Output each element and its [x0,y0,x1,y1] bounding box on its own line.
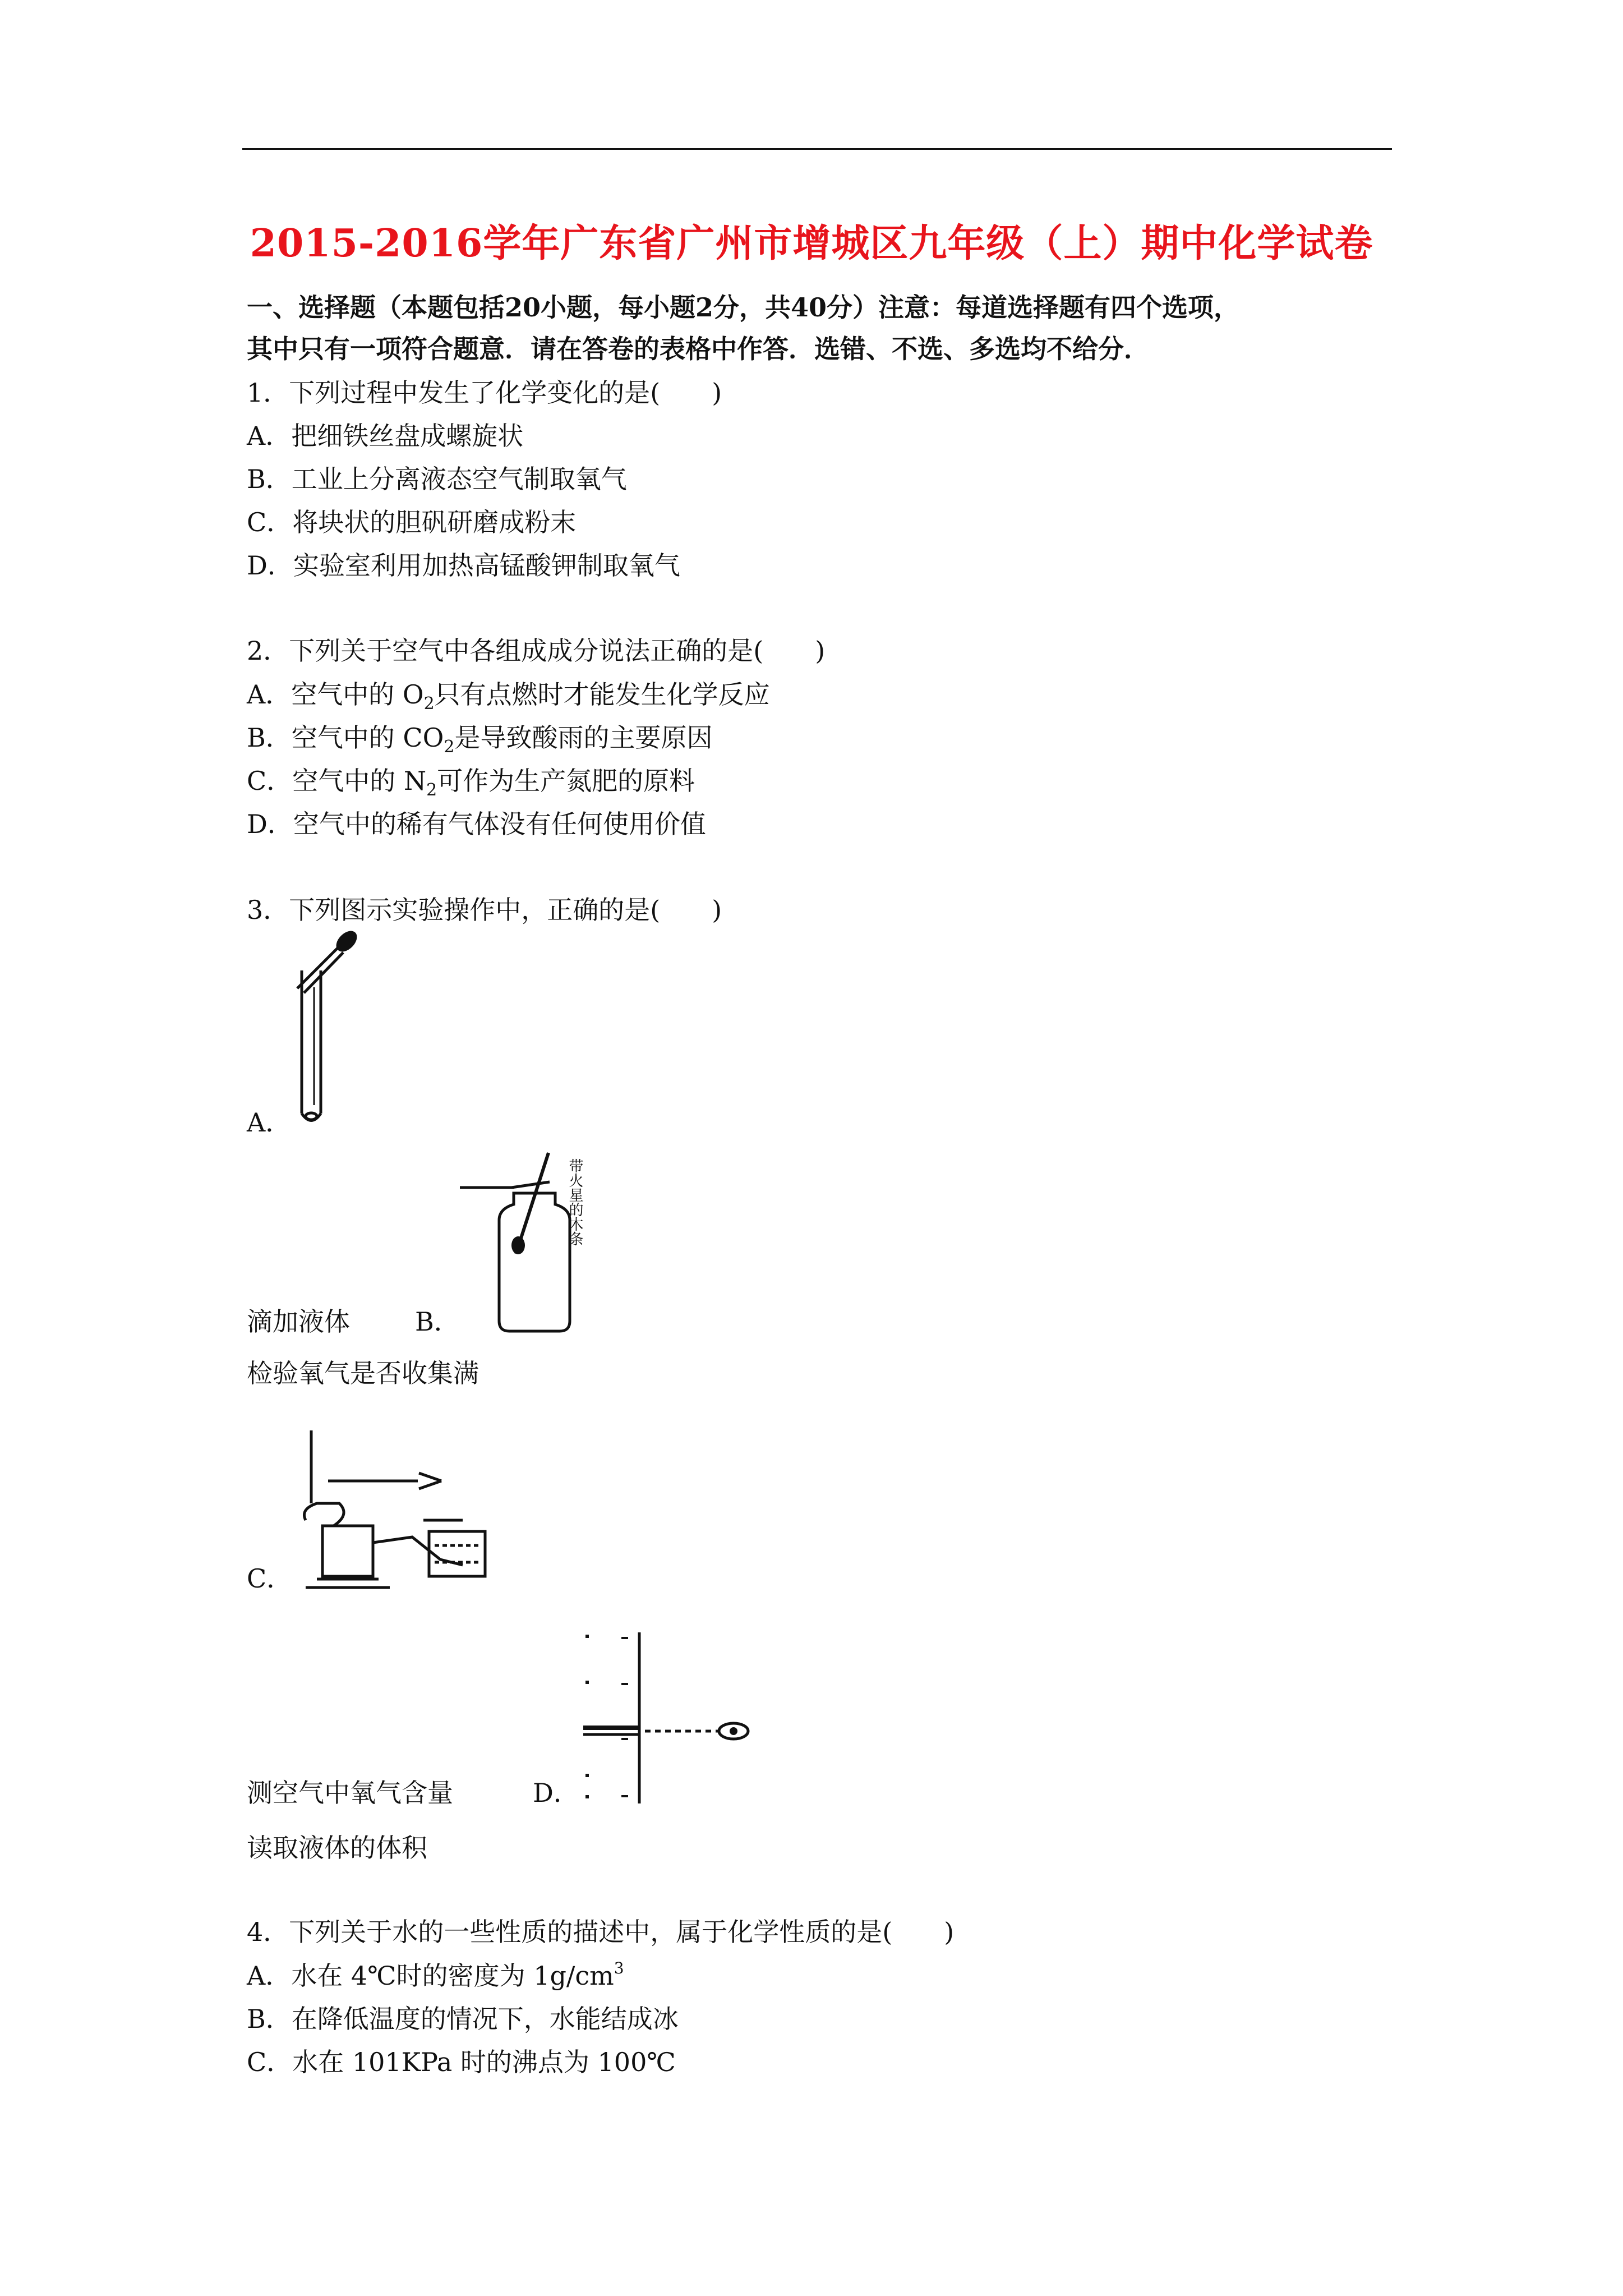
section-instructions-line1: 一、选择题（本题包括20小题，每小题2分，共40分）注意：每道选择题有四个选项， [247,292,1240,323]
q1-option-d: D．实验室利用加热高锰酸钾制取氧气 [247,550,680,581]
q3-option-d-label: D． [533,1778,579,1808]
section-instructions-line2: 其中只有一项符合题意．请在答卷的表格中作答．选错、不选、多选均不给分． [247,334,1150,364]
figure-gas-jar-splint [460,1153,606,1332]
q3-option-d-caption: 读取液体的体积 [247,1833,427,1863]
q1-option-a: A．把细铁丝盘成螺旋状 [247,421,524,451]
q3-option-c-label: C． [247,1563,293,1594]
q3-option-b-label: B． [415,1306,460,1337]
figure-graduated-cylinder-reading [583,1627,751,1812]
q2-stem: 2．下列关于空气中各组成成分说法正确的是( ) [247,636,826,666]
q2-option-b: B．空气中的 $CO_2$是导致酸雨的主要原因 [247,723,713,757]
q4-option-c: C．水在 101KPa 时的沸点为 100℃ [247,2047,676,2077]
figure-dropper-test-tube [280,926,365,1128]
q2-option-c: C．空气中的 $N_2$可作为生产氮肥的原料 [247,766,695,800]
q1-option-c: C．将块状的胆矾研磨成粉末 [247,507,577,537]
q1-stem: 1．下列过程中发生了化学变化的是( ) [247,378,722,408]
figure-b-side-text: 带火星的木条 [566,1158,583,1246]
q3-option-a-label: A． [247,1107,292,1138]
q3-option-c-caption: 测空气中氧气含量 [247,1778,453,1808]
q1-option-b: B．工业上分离液态空气制取氧气 [247,464,627,494]
header-rule [242,148,1392,150]
q3-stem: 3．下列图示实验操作中，正确的是( ) [247,895,722,925]
q2-option-a: A．空气中的 $O_2$只有点燃时才能发生化学反应 [247,679,770,714]
q2-option-d: D．空气中的稀有气体没有任何使用价值 [247,809,706,839]
figure-oxygen-content-apparatus [294,1419,496,1599]
q3-option-a-caption: 滴加液体 [247,1306,350,1337]
page-title: 2015-2016学年广东省广州市增城区九年级（上）期中化学试卷 [250,221,1373,266]
q3-option-b-caption: 检验氧气是否收集满 [247,1358,479,1388]
q4-option-a: A．水在 4℃时的密度为 $1g/cm^3$ [247,1959,624,1991]
q4-option-b: B．在降低温度的情况下，水能结成冰 [247,2004,679,2034]
q4-stem: 4．下列关于水的一些性质的描述中，属于化学性质的是( ) [247,1917,955,1947]
